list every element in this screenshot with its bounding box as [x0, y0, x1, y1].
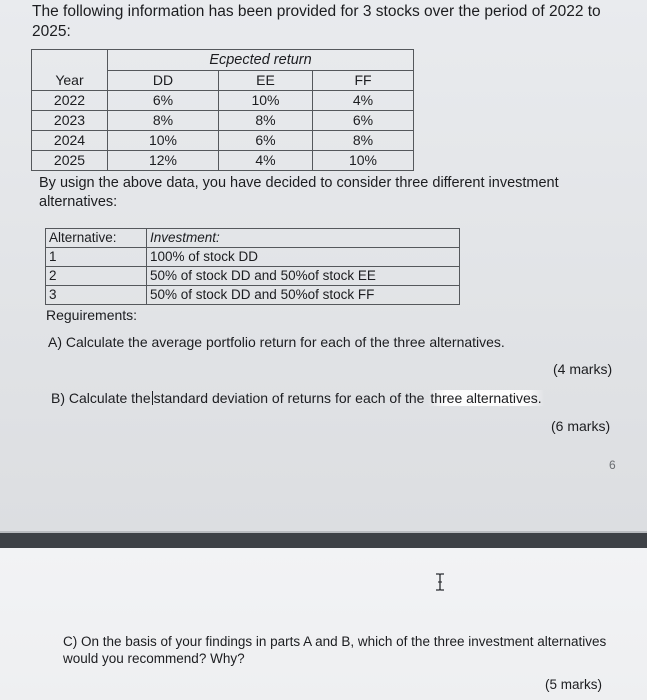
table-row [46, 267, 460, 286]
requirement-b-start: B) Calculate the [51, 390, 151, 406]
requirement-b-highlight: three alternatives. [430, 390, 542, 406]
intro-text: The following information has been provided for 3 stocks over the period of 2022 to 2025: [32, 3, 601, 40]
table-cell: 10% [219, 91, 313, 111]
table-row [46, 248, 460, 267]
requirement-a-marks: (4 marks) [553, 361, 613, 377]
table-cell: 10% [313, 151, 414, 171]
table-caption: Ecpected return [108, 50, 414, 71]
table-cell: 2023 [32, 111, 108, 131]
table-cell: 2024 [32, 131, 108, 151]
table-cell: 4% [313, 91, 414, 111]
header-year: Year [32, 71, 108, 91]
table-cell [32, 50, 108, 71]
text-caret-icon [152, 391, 153, 405]
table-cell: 6% [108, 91, 219, 111]
table-row [32, 151, 414, 171]
table-cell: 4% [219, 151, 313, 171]
requirements-title: Reguirements: [46, 307, 138, 323]
table-row [32, 111, 414, 131]
table-cell: 2025 [32, 151, 108, 171]
page-divider [0, 533, 647, 548]
table-cell: 8% [313, 131, 414, 151]
requirement-c: C) On the basis of your findings in parts A and B, which of the three investment alternatives would you recommend? Why? [63, 634, 607, 666]
table-cell: 2022 [32, 91, 108, 111]
text-cursor-icon [434, 573, 446, 591]
header-dd: DD [108, 71, 219, 91]
table-cell: 8% [219, 111, 313, 131]
table-row [32, 131, 414, 151]
alternatives-intro: By usign the above data, you have decided to consider three different investment alternatives: [39, 175, 559, 210]
table-cell: 8% [108, 111, 219, 131]
requirement-b-marks: (6 marks) [551, 418, 611, 434]
table-cell: 6% [313, 111, 414, 131]
expected-return-table [31, 49, 414, 171]
page-number: 6 [609, 458, 616, 472]
table-cell: 12% [108, 151, 219, 171]
table-cell: 10% [108, 131, 219, 151]
header-alternative: Alternative: [46, 229, 147, 248]
table-cell: 1 [46, 248, 147, 267]
table-cell: 100% of stock DD [147, 248, 460, 267]
requirement-b [51, 390, 544, 406]
header-ff: FF [313, 71, 414, 91]
table-caption-row [32, 50, 414, 71]
table-cell: 50% of stock DD and 50%of stock FF [147, 286, 460, 305]
alternatives-table [45, 228, 460, 305]
table-row [46, 286, 460, 305]
table-cell: 50% of stock DD and 50%of stock EE [147, 267, 460, 286]
header-investment: Investment: [147, 229, 460, 248]
table-cell: 2 [46, 267, 147, 286]
requirement-b-middle: standard deviation of returns for each of the [153, 390, 425, 406]
requirement-c-marks: (5 marks) [545, 677, 602, 692]
requirement-a: A) Calculate the average portfolio return for each of the three alternatives. [48, 334, 505, 350]
table-cell: 3 [46, 286, 147, 305]
table-header-row [32, 71, 414, 91]
table-row [32, 91, 414, 111]
header-ee: EE [219, 71, 313, 91]
table-cell: 6% [219, 131, 313, 151]
table-header-row [46, 229, 460, 248]
